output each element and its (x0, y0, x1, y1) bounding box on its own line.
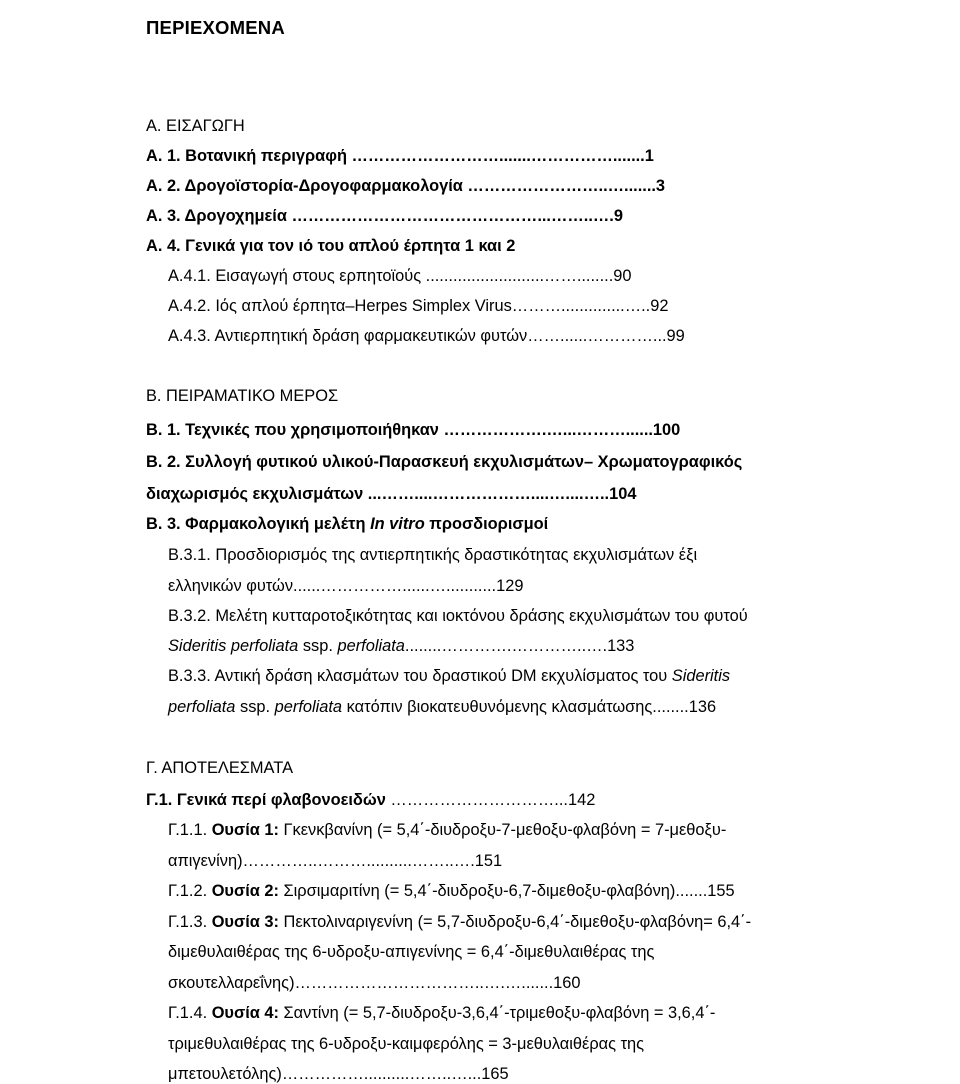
toc-entry-c14-cont2: μπετουλετόλης)……………..........……..…...165 (168, 1065, 509, 1083)
toc-entry-b2-cont: διαχωρισμός εκχυλισμάτων ...……....………………....…....…..104 (146, 485, 637, 503)
toc-entry-c14-label: Ουσία 4: (211, 1004, 279, 1022)
toc-entry-b1: Β. 1. Τεχνικές που χρησιμοποιήθηκαν ……………….…...………......100 (146, 421, 681, 439)
toc-entry-a3: Α. 3. Δρογοχημεία ………………………………………...……..….9 (146, 207, 623, 225)
toc-entry-c11 (168, 820, 726, 840)
toc-entry-b32: Β.3.2. Μελέτη κυτταροτοξικότητας και ιοκτόνου δράσης εκχυλισμάτων του φυτού (168, 607, 748, 625)
toc-entry-b33-species: perfoliata (168, 698, 236, 716)
toc-entry-b32-cont (168, 636, 634, 656)
toc-entry-c13-cont2: σκουτελλαρεΐνης)……………………………..….….......160 (168, 974, 581, 992)
toc-entry-b33-subspecies: perfoliata (274, 698, 343, 716)
toc-entry-c1-page: …………………………...142 (390, 791, 596, 809)
toc-entry-c1 (146, 790, 595, 810)
toc-entry-b2: Β. 2. Συλλογή φυτικού υλικού-Παρασκευή εκχυλισμάτων– Χρωματογραφικός (146, 453, 743, 471)
toc-entry-b33-page: κατόπιν βιοκατευθυνόμενης κλασμάτωσης........136 (346, 698, 717, 716)
toc-entry-c11-text: Γκενκβανίνη (= 5,4΄-διυδροξυ-7-μεθοξυ-φλαβόνη = 7-μεθοξυ- (283, 821, 727, 839)
toc-section-a: Α. ΕΙΣΑΓΩΓΗ (146, 117, 245, 135)
toc-entry-b32-page: ........………….…………..….133 (404, 637, 635, 655)
toc-entry-c13-num: Γ.1.3. (168, 913, 208, 931)
toc-entry-c13 (168, 912, 751, 932)
toc-entry-c11-num: Γ.1.1. (168, 821, 208, 839)
toc-entry-b31: Β.3.1. Προσδιορισμός της αντιερπητικής δραστικότητας εκχυλισμάτων έξι (168, 546, 698, 564)
toc-entry-b32-ssp: ssp. (302, 637, 333, 655)
toc-entry-c14 (168, 1003, 715, 1023)
toc-entry-b33-ssp: ssp. (240, 698, 271, 716)
toc-entry-c13-cont1: διμεθυλαιθέρας της 6-υδροξυ-απιγενίνης = 6,4΄-διμεθυλαιθέρας της (168, 943, 655, 961)
toc-entry-c14-num: Γ.1.4. (168, 1004, 208, 1022)
toc-entry-c12-text: Σιρσιμαριτίνη (= 5,4΄-διυδροξυ-6,7-διμεθοξυ-φλαβόνη).......155 (283, 882, 735, 900)
toc-entry-a43: Α.4.3. Αντιερπητική δράση φαρμακευτικών φυτών……......…………...99 (168, 327, 685, 345)
toc-section-b: Β. ΠΕΙΡΑΜΑΤΙΚΟ ΜΕΡΟΣ (146, 387, 339, 405)
toc-entry-b31-cont: ελληνικών φυτών......……………......…...........129 (168, 577, 524, 595)
toc-entry-a1: Α. 1. Βοτανική περιγραφή ……………………….......…………….......1 (146, 147, 654, 165)
page-title: ΠΕΡΙΕΧΟΜΕΝΑ (146, 17, 285, 38)
toc-entry-a4: Α. 4. Γενικά για τον ιό του απλού έρπητα 1 και 2 (146, 237, 516, 255)
toc-entry-b33-text: Β.3.3. Αντική δράση κλασμάτων του δραστικού DM εκχυλίσματος του (168, 667, 668, 685)
toc-entry-c1-text: Γ.1. Γενικά περί φλαβονοειδών (146, 791, 386, 809)
toc-entry-a42: Α.4.2. Ιός απλού έρπητα–Herpes Simplex Virus………..............…..92 (168, 297, 669, 315)
toc-entry-b3 (146, 514, 548, 534)
toc-entry-c12-label: Ουσία 2: (211, 882, 279, 900)
toc-entry-c12-num: Γ.1.2. (168, 882, 208, 900)
toc-entry-c14-text: Σαντίνη (= 5,7-διυδροξυ-3,6,4΄-τριμεθοξυ-φλαβόνη = 3,6,4΄- (283, 1004, 716, 1022)
toc-entry-b33-cont (168, 697, 716, 717)
toc-entry-c13-label: Ουσία 3: (211, 913, 279, 931)
toc-entry-b33-genus: Sideritis (671, 667, 731, 685)
toc-section-c: Γ. ΑΠΟΤΕΛΕΣΜΑΤΑ (146, 759, 294, 777)
toc-entry-c11-cont: απιγενίνη)…………..………..........……..….151 (168, 852, 503, 870)
toc-entry-b3-text: Β. 3. Φαρμακολογική μελέτη (146, 515, 366, 533)
toc-entry-c11-label: Ουσία 1: (211, 821, 279, 839)
toc-entry-b3-italic: In vitro (370, 515, 425, 533)
toc-entry-b33 (168, 666, 730, 686)
toc-entry-a41: Α.4.1. Εισαγωγή στους ερπητοϊούς ..........................……........90 (168, 267, 632, 285)
toc-entry-c14-cont1: τριμεθυλαιθέρας της 6-υδροξυ-καιμφερόλης = 3-μεθυλαιθέρας της (168, 1035, 645, 1053)
toc-entry-c13-text: Πεκτολιναριγενίνη (= 5,7-διυδροξυ-6,4΄-διμεθοξυ-φλαβόνη= 6,4΄- (283, 913, 752, 931)
toc-entry-b32-species: Sideritis perfoliata (168, 637, 299, 655)
toc-entry-c12 (168, 881, 735, 901)
toc-entry-a2: Α. 2. Δρογοϊστορία-Δρογοφαρμακολογία ……………………..….......3 (146, 177, 666, 195)
toc-entry-b32-subspecies: perfoliata (337, 637, 405, 655)
toc-entry-b3-tail: προσδιορισμοί (429, 515, 549, 533)
